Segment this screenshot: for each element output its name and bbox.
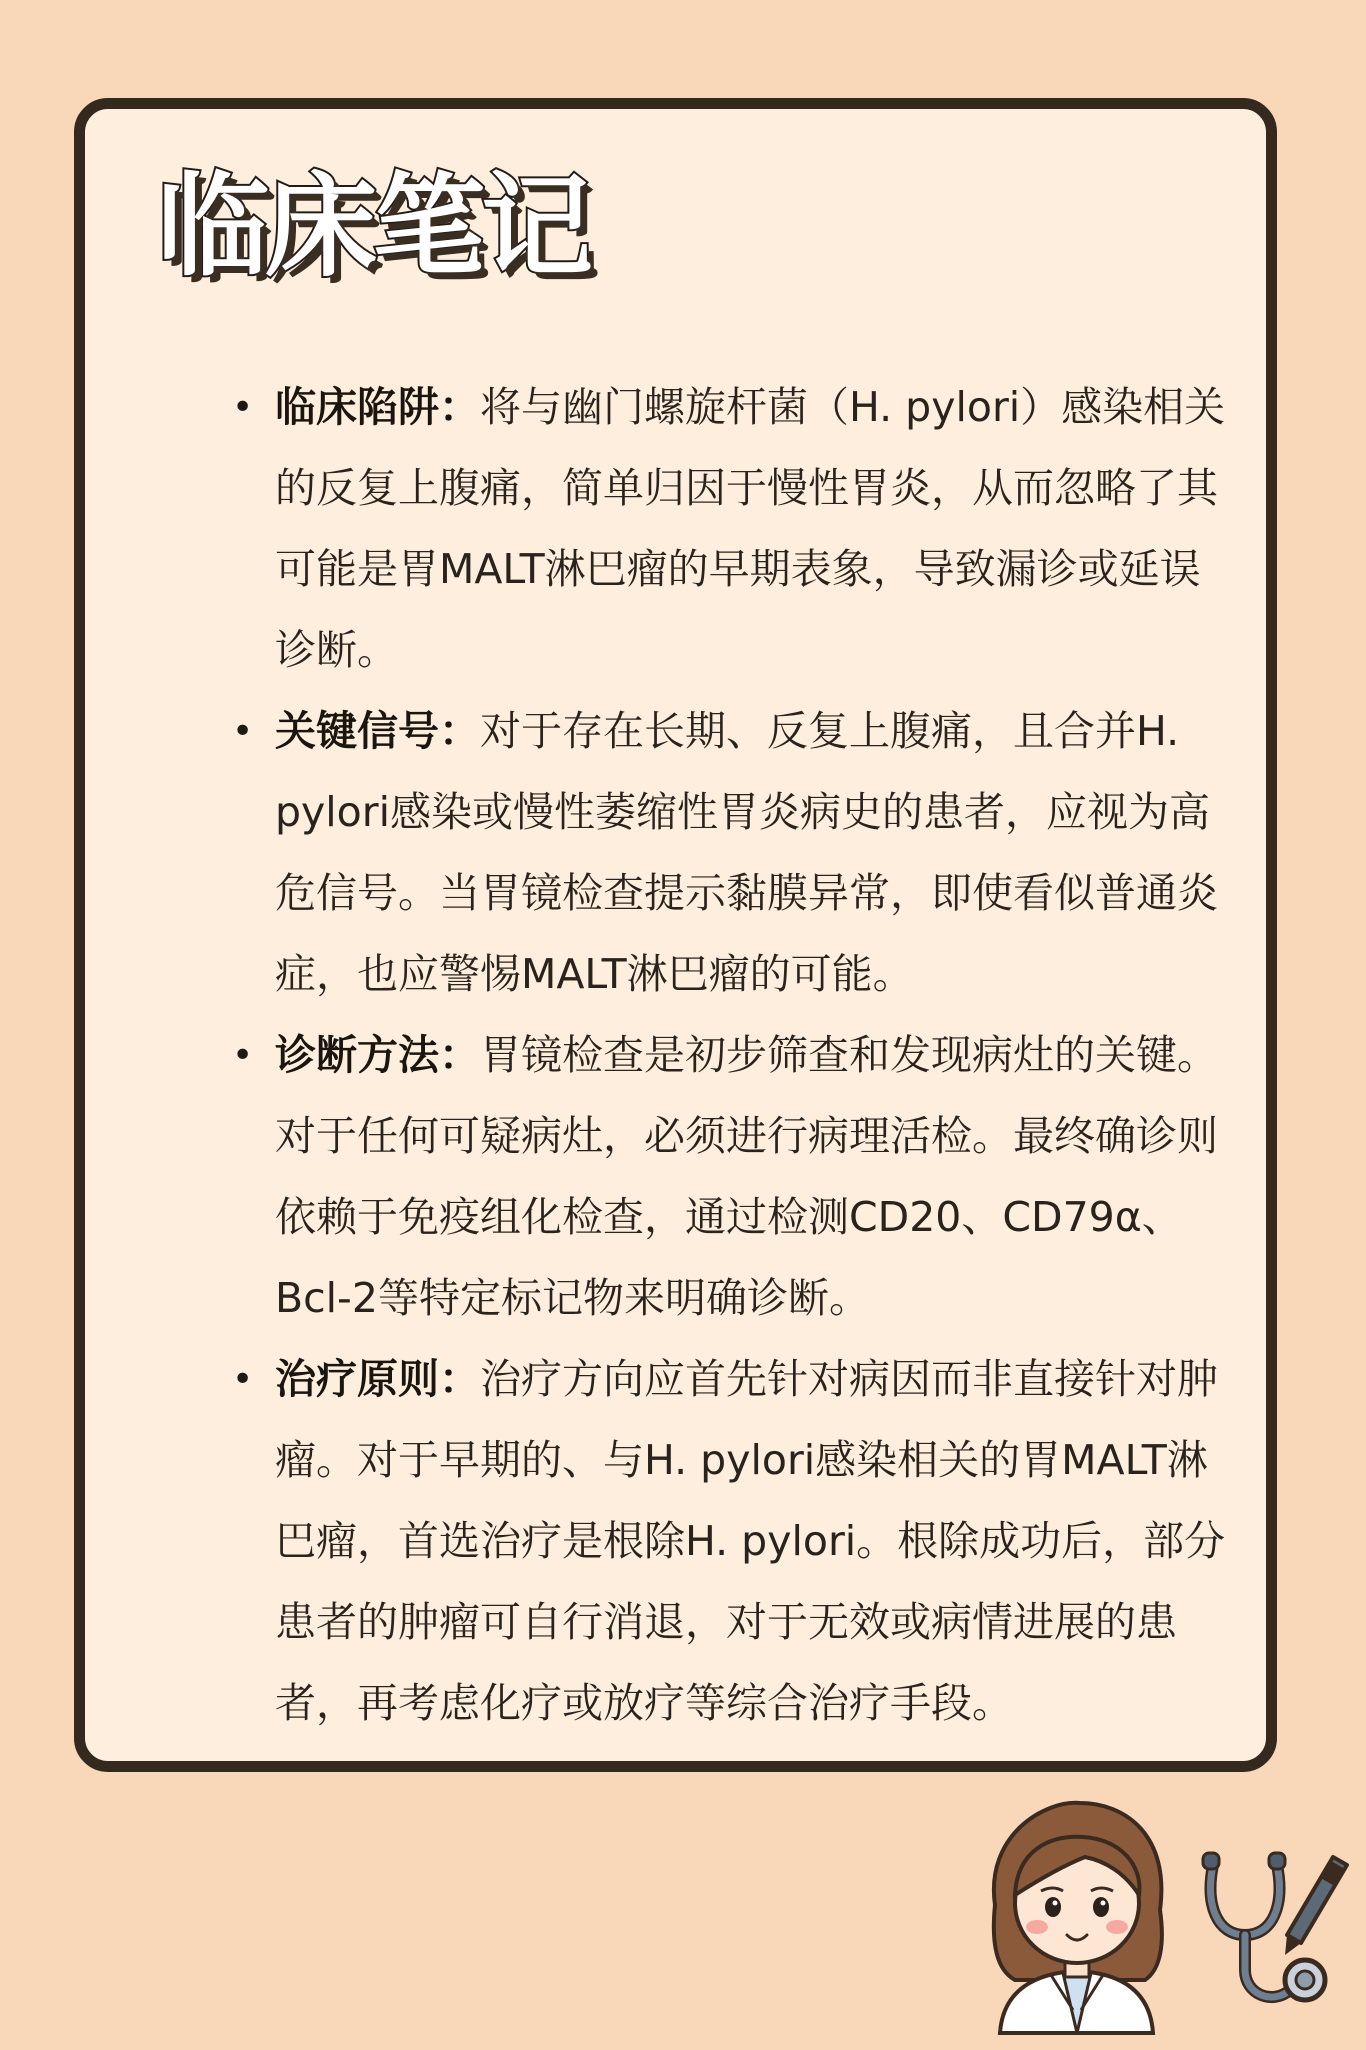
- notes-list: [142, 367, 1232, 1744]
- bullet-icon: •: [232, 711, 254, 752]
- note-heading: 诊断方法：: [275, 1031, 480, 1079]
- pen-icon: [1285, 1857, 1347, 1955]
- clinical-notes-card: [74, 98, 1277, 1772]
- note-text: 对于存在长期、反复上腹痛，且合并H. pylori感染或慢性萎缩性胃炎病史的患者，应视为高危信号。当胃镜检查提示黏膜异常，即使看似普通炎症，也应警惕MALT淋巴瘤的可能。: [275, 707, 1218, 998]
- note-heading: 关键信号：: [275, 707, 480, 755]
- note-text: 治疗方向应首先针对病因而非直接针对肿瘤。对于早期的、与H. pylori感染相关的胃MALT淋巴瘤，首选治疗是根除H. pylori。根除成功后，部分患者的肿瘤可自行消退，对于无效或病情进展的患者，再考虑化疗或放疗等综合治疗手段。: [275, 1355, 1226, 1727]
- note-item-key-signal: [142, 691, 1232, 1015]
- note-heading: 治疗原则：: [275, 1355, 480, 1403]
- note-item-pitfall: [142, 367, 1232, 691]
- note-item-diagnosis: [142, 1015, 1232, 1339]
- page-title: 临床笔记: [157, 162, 589, 292]
- note-text: 胃镜检查是初步筛查和发现病灶的关键。对于任何可疑病灶，必须进行病理活检。最终确诊则依赖于免疫组化检查，通过检测CD20、CD79α、Bcl-2等特定标记物来明确诊断。: [275, 1031, 1218, 1322]
- bullet-icon: •: [232, 1359, 254, 1400]
- bullet-icon: •: [232, 387, 254, 428]
- note-item-treatment: [142, 1339, 1232, 1744]
- doctor-icon: [994, 1803, 1162, 2033]
- note-heading: 临床陷阱：: [275, 383, 480, 431]
- note-text: 将与幽门螺旋杆菌（H. pylori）感染相关的反复上腹痛，简单归因于慢性胃炎，从而忽略了其可能是胃MALT淋巴瘤的早期表象，导致漏诊或延误诊断。: [275, 383, 1226, 674]
- bullet-icon: •: [232, 1035, 254, 1076]
- doctor-illustration: [955, 1795, 1355, 2035]
